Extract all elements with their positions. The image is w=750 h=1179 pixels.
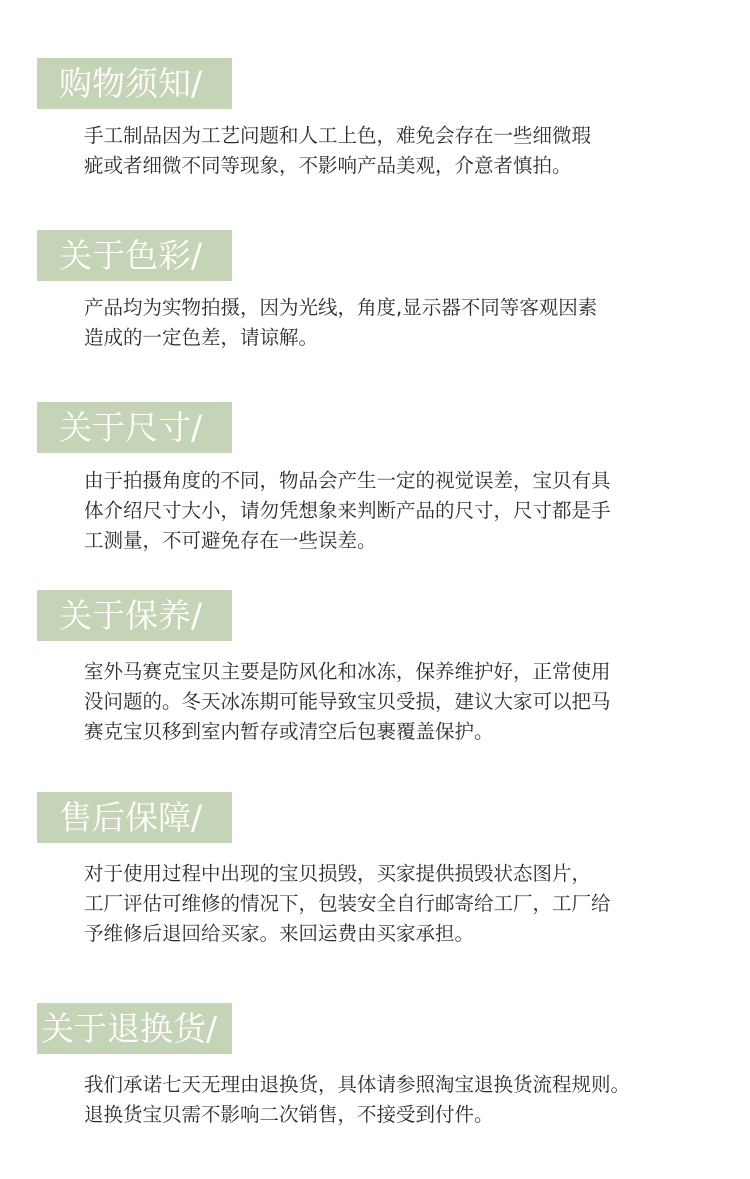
text-line: 我们承诺七天无理由退换货，具体请参照淘宝退换货流程规则。	[84, 1073, 631, 1096]
text-line: 产品均为实物拍摄，因为光线，角度,显示器不同等客观因素	[84, 296, 598, 319]
text-line: 退换货宝贝需不影响二次销售，不接受到付件。	[84, 1103, 494, 1126]
shopping-notice-text	[84, 121, 724, 181]
heading-returns: 关于退换货/	[37, 1003, 232, 1054]
after-sales-text	[84, 859, 724, 949]
about-color-text	[84, 293, 724, 353]
text-line: 没问题的。冬天冰冻期可能导致宝贝受损，建议大家可以把马	[84, 690, 611, 713]
text-line: 对于使用过程中出现的宝贝损毁，买家提供损毁状态图片，	[84, 862, 592, 885]
text-line: 体介绍尺寸大小，请勿凭想象来判断产品的尺寸，尺寸都是手	[84, 499, 611, 522]
text-line: 赛克宝贝移到室内暂存或清空后包裹覆盖保护。	[84, 720, 494, 743]
text-line: 予维修后退回给买家。来回运费由买家承担。	[84, 922, 475, 945]
heading-about-maintenance: 关于保养/	[37, 590, 232, 641]
text-line: 工测量，不可避免存在一些误差。	[84, 529, 377, 552]
about-maintenance-text	[84, 657, 724, 747]
text-line: 手工制品因为工艺问题和人工上色，难免会存在一些细微瑕	[84, 124, 592, 147]
heading-shopping-notice: 购物须知/	[37, 58, 232, 109]
heading-about-size: 关于尺寸/	[37, 402, 232, 453]
returns-text	[84, 1070, 744, 1130]
text-line: 由于拍摄角度的不同，物品会产生一定的视觉误差，宝贝有具	[84, 469, 611, 492]
text-line: 工厂评估可维修的情况下，包装安全自行邮寄给工厂，工厂给	[84, 892, 611, 915]
text-line: 疵或者细微不同等现象，不影响产品美观，介意者慎拍。	[84, 154, 572, 177]
heading-about-color: 关于色彩/	[37, 230, 232, 281]
heading-after-sales: 售后保障/	[37, 792, 232, 843]
text-line: 室外马赛克宝贝主要是防风化和冰冻，保养维护好，正常使用	[84, 660, 611, 683]
about-size-text	[84, 466, 724, 556]
text-line: 造成的一定色差，请谅解。	[84, 326, 319, 349]
